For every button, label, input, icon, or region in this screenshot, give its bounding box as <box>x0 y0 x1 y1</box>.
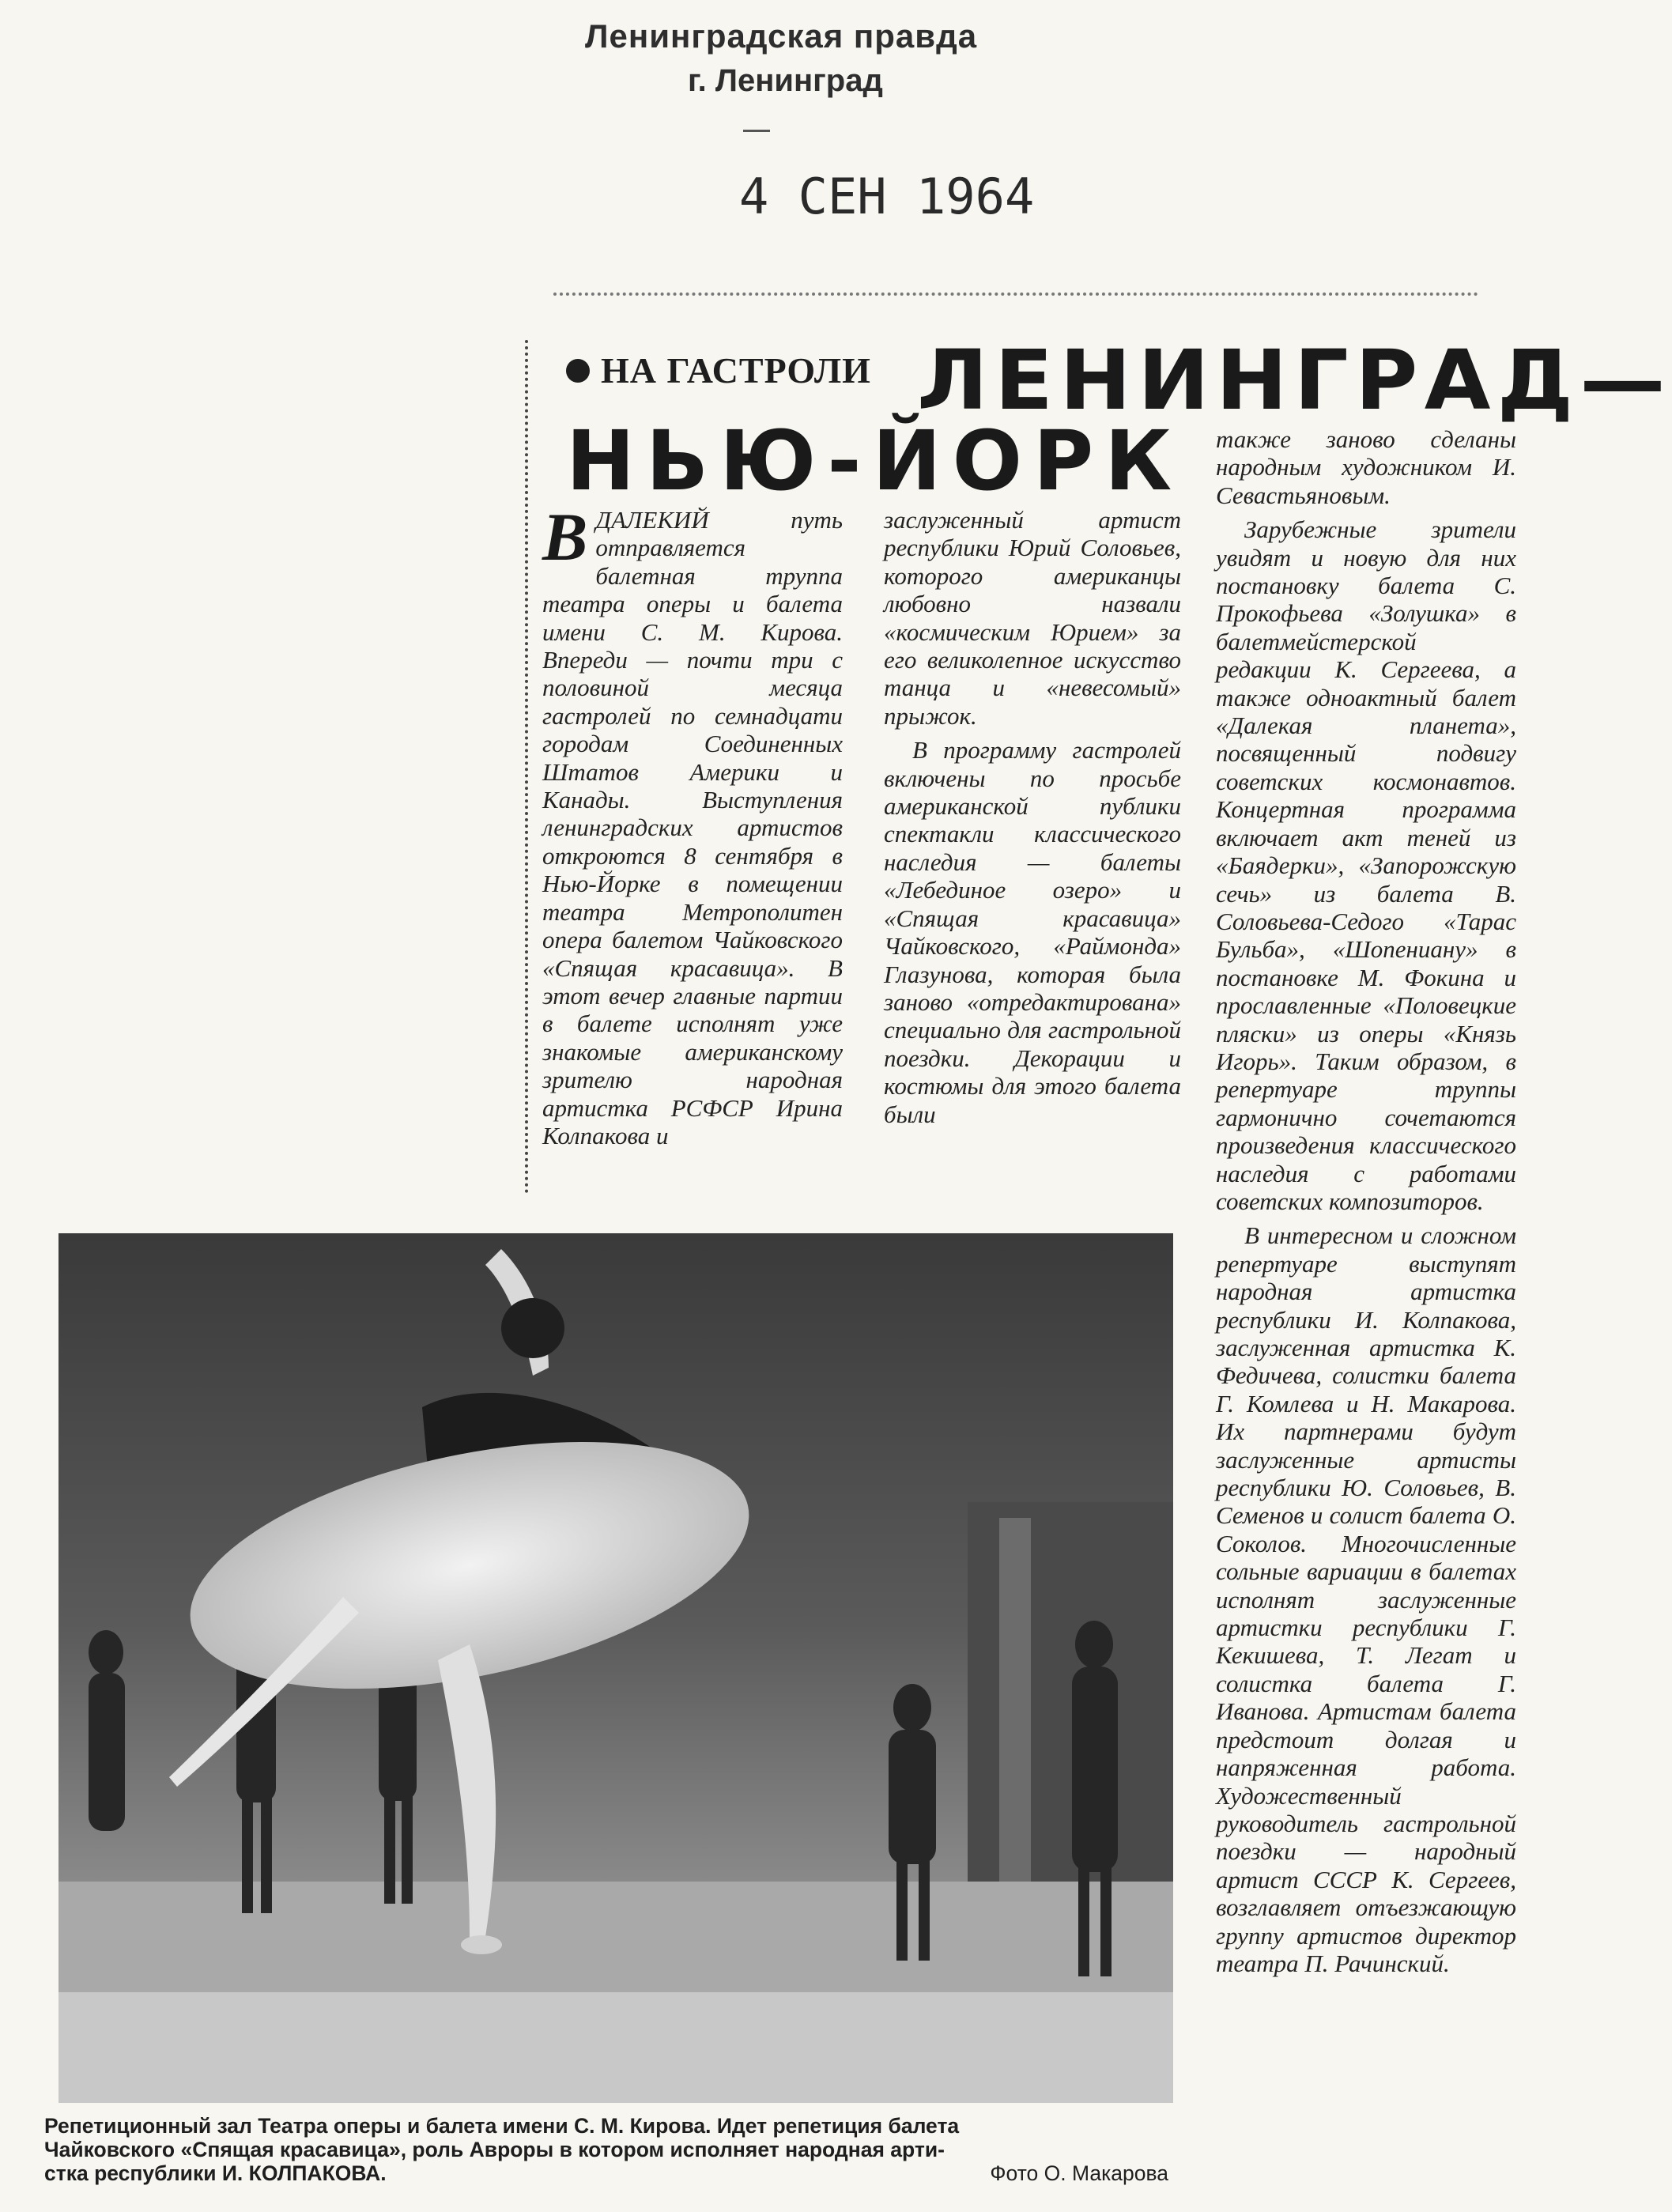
caption-line: Репетиционный зал Театра оперы и балета имени С. М. Кирова. Идет репетиция балета <box>44 2114 960 2138</box>
stamp-dash <box>743 130 770 132</box>
paragraph: Зарубежные зрители увидят и новую для них постановку балета С. Прокофьева «Золушка» в балетмейстерской редакции К. Сергеева, а также одноактный балет «Далекая планета», посвященный подвигу советских космонавтов. Концертная программа включает акт теней из «Баядерки», «Запорожскую сечь» из балета В. Соловьева-Седого «Тарас Бульба», «Шопениану» в постановке М. Фокина и прославленные «Половецкие пляски» из оперы «Князь Игорь». Таким образом, в репертуаре труппы гармонично сочетаются произведения классического наследия с работами советских композиторов. <box>1216 515 1516 1215</box>
paragraph <box>542 499 843 1149</box>
article-column-3 <box>1216 425 1516 2212</box>
paragraph-text: ДАЛЕКИЙ путь отправляется балетная труппа театра оперы и балета имени С. М. Кирова. Впереди — почти три с половиной месяца гастролей по семнадцати городам Соединенных Штатов Америки и Канады. Выступления ленинградских артистов откроются 8 сентября в Нью-Йорке в помещении театра Метрополитен опера балетом Чайковского «Спящая красавица». В этот вечер главные партии в балете исполнят уже знакомые американскому зрителю народная артистка РСФСР Ирина Колпакова и <box>542 506 843 1149</box>
caption-line: Чайковского «Спящая красавица», роль Авроры в котором исполняет народная арти- <box>44 2138 945 2161</box>
article-border <box>525 340 539 1194</box>
cut-line <box>553 293 1478 296</box>
bullet-icon <box>566 359 590 383</box>
article-column-2 <box>884 506 1181 1202</box>
stamp-city: г. Ленинград <box>688 63 883 98</box>
paragraph: заслуженный артист республики Юрий Соловьев, которого американцы любовно назвали «космическим Юрием» за его великолепное искусство танца и «невесомый» прыжок. <box>884 506 1181 730</box>
stamp-date: 4 СЕН 1964 <box>739 168 1035 225</box>
caption-line-last <box>44 2161 1183 2185</box>
ballet-rehearsal-photo <box>59 1233 1173 2103</box>
rubric <box>566 349 871 391</box>
drop-cap: В <box>542 499 588 575</box>
stamp-newspaper-name: Ленинградская правда <box>585 17 978 55</box>
photo-credit: Фото О. Макарова <box>990 2161 1168 2185</box>
caption-text: стка республики И. КОЛПАКОВА. <box>44 2161 387 2185</box>
paragraph: также заново сделаны народным художником И. Севастьяновым. <box>1216 425 1516 509</box>
headline-line-1: ЛЕНИНГРАД— <box>917 332 1672 428</box>
paragraph: В интересном и сложном репертуаре выступят народная артистка республики И. Колпакова, заслуженная артистка К. Федичева, солистки балета Г. Комлева и Н. Макарова. Их партнерами будут заслуженные артисты республики Ю. Соловьев, В. Семенов и солист балета О. Соколов. Многочисленные сольные вариации в балетах исполнят заслуженные артистки республики Г. Кекишева, Т. Легат и солистка балета Г. Иванова. Артистам балета предстоит долгая и напряженная работа. Художественный руководитель гастрольной поездки — народный артист СССР К. Сергеев, возглавляет отъезжающую группу артистов директор театра П. Рачинский. <box>1216 1221 1516 1977</box>
headline-line-2: НЬЮ-ЙОРК <box>566 413 1183 509</box>
paragraph: В программу гастролей включены по просьбе американской публики спектакли классического наследия — балеты «Лебединое озеро» и «Спящая красавица» Чайковского, «Раймонда» Глазунова, которая была заново «отредактирована» специально для гастрольной поездки. Декорации и костюмы для этого балета были <box>884 736 1181 1128</box>
photo-caption <box>44 2114 1183 2185</box>
rubric-label: НА ГАСТРОЛИ <box>601 350 871 391</box>
article-column-1 <box>542 499 843 1202</box>
photo-illustration <box>59 1233 1173 2103</box>
